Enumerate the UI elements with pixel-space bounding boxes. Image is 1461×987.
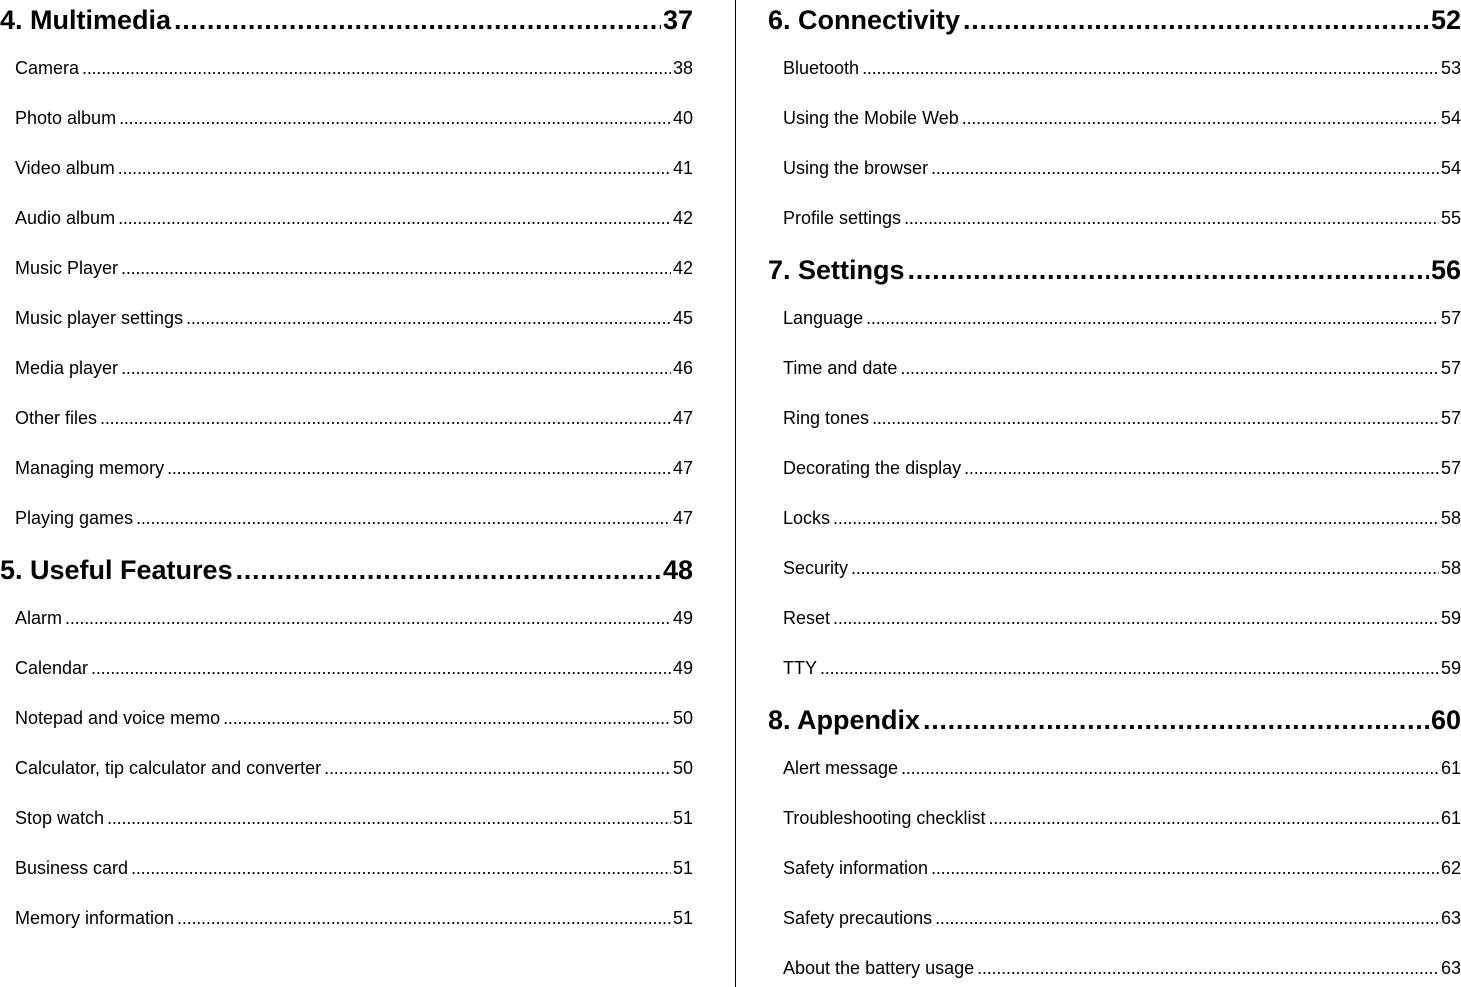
entry-title: Language	[783, 308, 864, 328]
entry-title: Bluetooth	[783, 58, 860, 78]
entry-page-number: 40	[672, 108, 693, 128]
toc-entry-camera[interactable]	[0, 55, 693, 81]
chapter-page-number: 56	[1430, 255, 1461, 285]
entry-page-number: 51	[672, 908, 693, 928]
chapter-page-number: 48	[662, 555, 693, 585]
toc-entry-tty[interactable]	[768, 655, 1461, 681]
dot-leader	[820, 655, 1439, 681]
entry-page-number: 58	[1440, 558, 1461, 578]
entry-title: Security	[783, 558, 849, 578]
entry-title: Memory information	[15, 908, 175, 928]
entry-title: Locks	[783, 508, 831, 528]
entry-title: Decorating the display	[783, 458, 962, 478]
entry-title: Safety information	[783, 858, 929, 878]
chapter-title: 8. Appendix	[768, 705, 921, 735]
chapter-title: 5. Useful Features	[0, 555, 233, 585]
dot-leader	[962, 105, 1439, 131]
entry-title: Using the Mobile Web	[783, 108, 959, 128]
chapter-page-number: 60	[1430, 705, 1461, 735]
entry-title: Managing memory	[15, 458, 165, 478]
dot-leader	[977, 955, 1439, 981]
entry-page-number: 53	[1440, 58, 1461, 78]
entry-title: Other files	[15, 408, 98, 428]
dot-leader	[136, 505, 671, 531]
toc-chapter-settings[interactable]	[768, 251, 1461, 289]
dot-leader	[121, 355, 671, 381]
dot-leader	[988, 805, 1439, 831]
dot-leader	[901, 755, 1439, 781]
chapter-page-number: 37	[662, 5, 693, 35]
dot-leader	[121, 255, 671, 281]
toc-chapter-useful-features[interactable]	[0, 551, 693, 589]
dot-leader	[177, 905, 671, 931]
dot-leader	[107, 805, 671, 831]
chapter-title: 6. Connectivity	[768, 5, 961, 35]
dot-leader	[872, 405, 1439, 431]
dot-leader	[167, 455, 671, 481]
dot-leader	[119, 105, 671, 131]
entry-title: Photo album	[15, 108, 117, 128]
entry-page-number: 57	[1440, 408, 1461, 428]
toc-entry-decorating-display[interactable]	[768, 455, 1461, 481]
dot-leader	[324, 755, 671, 781]
toc-entry-battery-usage[interactable]	[768, 955, 1461, 981]
dot-leader	[908, 251, 1429, 289]
entry-page-number: 38	[672, 58, 693, 78]
dot-leader	[923, 701, 1429, 739]
toc-entry-calendar[interactable]	[0, 655, 693, 681]
entry-page-number: 41	[672, 158, 693, 178]
toc-entry-video-album[interactable]	[0, 155, 693, 181]
dot-leader	[833, 505, 1439, 531]
dot-leader	[866, 305, 1439, 331]
toc-entry-other-files[interactable]	[0, 405, 693, 431]
dot-leader	[118, 205, 671, 231]
dot-leader	[862, 55, 1439, 81]
entry-title: Camera	[15, 58, 80, 78]
entry-page-number: 49	[672, 608, 693, 628]
toc-chapter-appendix[interactable]	[768, 701, 1461, 739]
entry-page-number: 50	[672, 708, 693, 728]
toc-entry-notepad-voice-memo[interactable]	[0, 705, 693, 731]
toc-entry-troubleshooting[interactable]	[768, 805, 1461, 831]
entry-title: Stop watch	[15, 808, 105, 828]
dot-leader	[900, 355, 1439, 381]
dot-leader	[904, 205, 1439, 231]
toc-entry-safety-information[interactable]	[768, 855, 1461, 881]
dot-leader	[851, 555, 1439, 581]
toc-entry-bluetooth[interactable]	[768, 55, 1461, 81]
entry-title: Troubleshooting checklist	[783, 808, 986, 828]
entry-page-number: 63	[1440, 908, 1461, 928]
dot-leader	[91, 655, 671, 681]
entry-page-number: 42	[672, 208, 693, 228]
chapter-page-number: 52	[1430, 5, 1461, 35]
entry-title: Ring tones	[783, 408, 870, 428]
column-divider	[735, 0, 736, 987]
entry-page-number: 63	[1440, 958, 1461, 978]
entry-page-number: 54	[1440, 158, 1461, 178]
toc-entry-browser[interactable]	[768, 155, 1461, 181]
entry-page-number: 47	[672, 408, 693, 428]
entry-page-number: 62	[1440, 858, 1461, 878]
toc-entry-music-player[interactable]	[0, 255, 693, 281]
dot-leader	[931, 155, 1439, 181]
toc-entry-ring-tones[interactable]	[768, 405, 1461, 431]
dot-leader	[935, 905, 1439, 931]
entry-page-number: 61	[1440, 808, 1461, 828]
entry-title: Business card	[15, 858, 129, 878]
entry-page-number: 59	[1440, 608, 1461, 628]
dot-leader	[100, 405, 671, 431]
entry-title: Calculator, tip calculator and converter	[15, 758, 322, 778]
entry-page-number: 46	[672, 358, 693, 378]
dot-leader	[131, 855, 671, 881]
dot-leader	[931, 855, 1439, 881]
dot-leader	[964, 455, 1439, 481]
toc-entry-audio-album[interactable]	[0, 205, 693, 231]
entry-title: Profile settings	[783, 208, 902, 228]
entry-page-number: 47	[672, 458, 693, 478]
entry-title: Playing games	[15, 508, 134, 528]
entry-title: Music player settings	[15, 308, 184, 328]
dot-leader	[223, 705, 671, 731]
entry-page-number: 57	[1440, 458, 1461, 478]
toc-entry-calculator[interactable]	[0, 755, 693, 781]
toc-entry-security[interactable]	[768, 555, 1461, 581]
entry-title: Media player	[15, 358, 119, 378]
toc-entry-mobile-web[interactable]	[768, 105, 1461, 131]
dot-leader	[118, 155, 671, 181]
dot-leader	[186, 305, 671, 331]
dot-leader	[65, 605, 671, 631]
entry-title: Reset	[783, 608, 831, 628]
entry-title: Alert message	[783, 758, 899, 778]
entry-page-number: 51	[672, 808, 693, 828]
toc-entry-stop-watch[interactable]	[0, 805, 693, 831]
entry-title: Notepad and voice memo	[15, 708, 221, 728]
toc-entry-alarm[interactable]	[0, 605, 693, 631]
dot-leader	[833, 605, 1439, 631]
entry-title: Audio album	[15, 208, 116, 228]
toc-entry-music-player-settings[interactable]	[0, 305, 693, 331]
entry-title: Safety precautions	[783, 908, 933, 928]
dot-leader	[82, 55, 671, 81]
toc-entry-reset[interactable]	[768, 605, 1461, 631]
entry-title: TTY	[783, 658, 817, 678]
entry-page-number: 45	[672, 308, 693, 328]
entry-title: Time and date	[783, 358, 898, 378]
entry-title: About the battery usage	[783, 958, 975, 978]
toc-entry-alert-message[interactable]	[768, 755, 1461, 781]
entry-page-number: 54	[1440, 108, 1461, 128]
toc-entry-managing-memory[interactable]	[0, 455, 693, 481]
toc-chapter-connectivity[interactable]	[768, 1, 1461, 39]
entry-title: Calendar	[15, 658, 89, 678]
toc-entry-safety-precautions[interactable]	[768, 905, 1461, 931]
chapter-title: 4. Multimedia	[0, 5, 172, 35]
toc-entry-language[interactable]	[768, 305, 1461, 331]
toc-entry-playing-games[interactable]	[0, 505, 693, 531]
entry-page-number: 42	[672, 258, 693, 278]
entry-page-number: 51	[672, 858, 693, 878]
entry-page-number: 57	[1440, 308, 1461, 328]
toc-entry-profile-settings[interactable]	[768, 205, 1461, 231]
toc-entry-locks[interactable]	[768, 505, 1461, 531]
entry-title: Music Player	[15, 258, 119, 278]
entry-page-number: 49	[672, 658, 693, 678]
entry-page-number: 55	[1440, 208, 1461, 228]
entry-page-number: 59	[1440, 658, 1461, 678]
entry-title: Video album	[15, 158, 115, 178]
dot-leader	[236, 551, 661, 589]
entry-page-number: 61	[1440, 758, 1461, 778]
entry-page-number: 50	[672, 758, 693, 778]
entry-page-number: 58	[1440, 508, 1461, 528]
entry-page-number: 57	[1440, 358, 1461, 378]
entry-title: Alarm	[15, 608, 63, 628]
entry-page-number: 47	[672, 508, 693, 528]
toc-entry-photo-album[interactable]	[0, 105, 693, 131]
toc-chapter-multimedia[interactable]	[0, 1, 693, 39]
toc-entry-time-and-date[interactable]	[768, 355, 1461, 381]
dot-leader	[174, 1, 661, 39]
dot-leader	[963, 1, 1429, 39]
toc-entry-business-card[interactable]	[0, 855, 693, 881]
toc-entry-memory-information[interactable]	[0, 905, 693, 931]
toc-entry-media-player[interactable]	[0, 355, 693, 381]
entry-title: Using the browser	[783, 158, 929, 178]
chapter-title: 7. Settings	[768, 255, 905, 285]
